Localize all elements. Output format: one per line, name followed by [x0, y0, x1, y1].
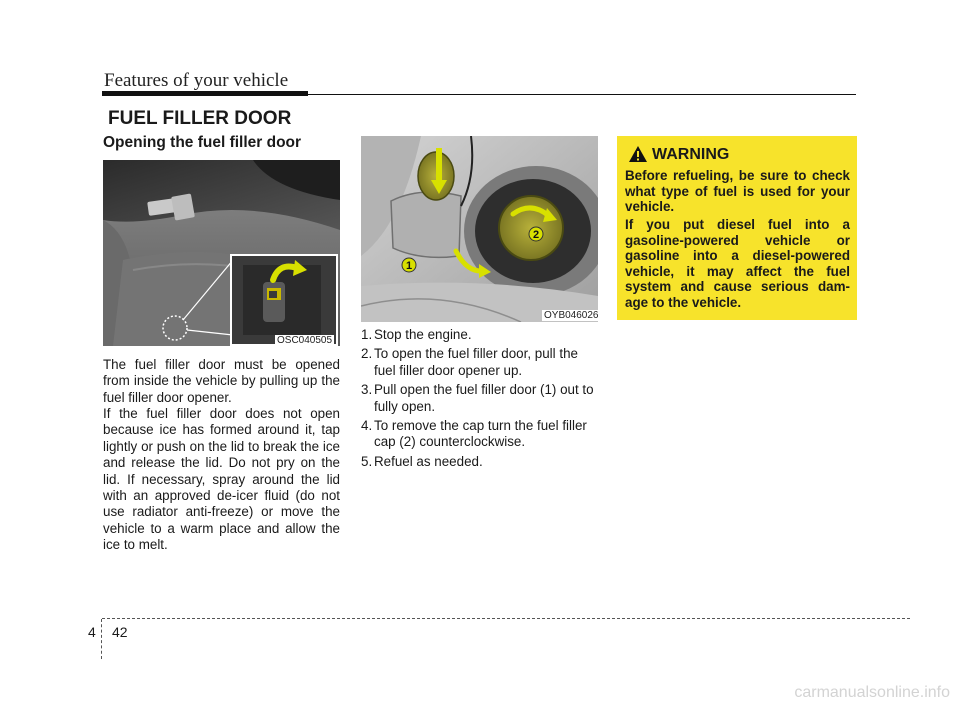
callout-2: 2 — [532, 229, 540, 241]
watermark: carmanualsonline.info — [794, 684, 950, 701]
section-title: FUEL FILLER DOOR — [108, 108, 292, 129]
warning-text-check-fuel: Before refueling, be sure to check what type of fuel is used for your vehicle. — [625, 168, 850, 215]
step-item: 2. To open the fuel filler door, pull the fuel filler door opener up. — [361, 346, 578, 378]
step-item: 3. Pull open the fuel filler door (1) out to fully open. — [361, 382, 594, 414]
footer-chapter-number: 4 — [88, 624, 96, 640]
figure-code-left: OSC040505 — [277, 335, 333, 346]
footer-page-number: 42 — [112, 624, 128, 640]
refuel-steps — [361, 327, 598, 473]
fuel-filler-door-figure — [361, 136, 598, 322]
subheading: Opening the fuel filler door — [103, 134, 302, 151]
footer-divider — [101, 619, 102, 659]
step-item: 1. Stop the engine. — [361, 327, 472, 342]
header-rule-thick — [102, 91, 308, 96]
warning-heading: WARNING — [652, 146, 730, 163]
warning-text-diesel: If you put diesel fuel into a gasoline-powered vehicle or gasoline into a diesel-powered vehicle, it may affect the fuel system and cause serious dam-age to the vehicle. — [625, 217, 850, 310]
callout-1: 1 — [405, 260, 413, 272]
chapter-title: Features of your vehicle — [104, 70, 289, 91]
paragraph-open-from-inside: The fuel filler door must be opened from inside the vehicle by pulling up the fuel filler door opener. — [103, 357, 340, 405]
warning-triangle-icon — [628, 145, 648, 163]
figure-code-right: OYB046026 — [544, 310, 599, 321]
paragraph-ice: If the fuel filler door does not open because ice has formed around it, tap lightly or push on the lid to break the ice and release the lid. Do not pry on the lid. If necessary, spray around the lid with an approved de-icer fluid (do not use radiator anti-freeze) or move the vehicle to a warm place and allow the ice to melt. — [103, 406, 340, 553]
step-item: 4. To remove the cap turn the fuel filler cap (2) counterclockwise. — [361, 418, 587, 450]
interior-opener-figure — [103, 160, 340, 346]
header-rule-thin — [308, 94, 856, 95]
step-item: 5. Refuel as needed. — [361, 453, 483, 469]
footer-rule — [102, 618, 910, 619]
